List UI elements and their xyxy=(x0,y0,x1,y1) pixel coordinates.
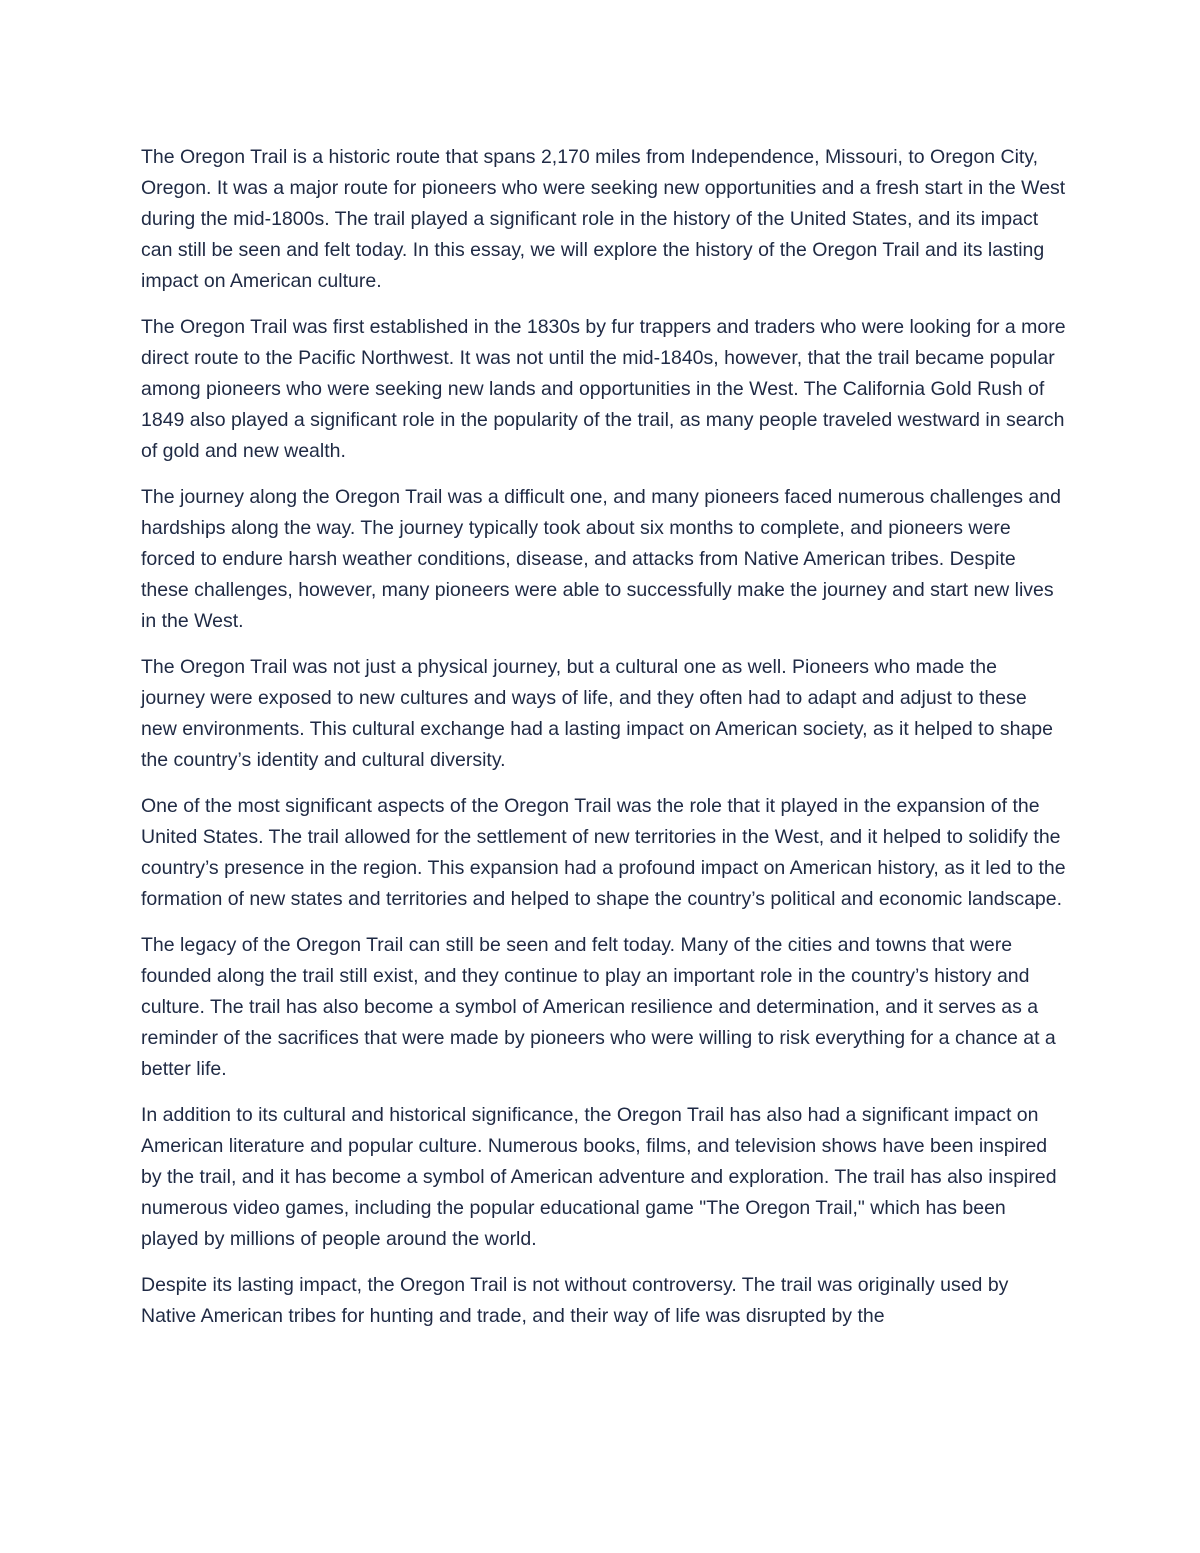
paragraph: In addition to its cultural and historical significance, the Oregon Trail has also had a significant impact on American literature and popular culture. Numerous books, films, and television shows have been inspired by the trail, and it has become a symbol of American adventure and exploration. The trail has also inspired numerous video games, including the popular educational game "The Oregon Trail," which has been played by millions of people around the world. xyxy=(141,1104,1057,1250)
paragraph: The journey along the Oregon Trail was a difficult one, and many pioneers faced numerous challenges and hardships along the way. The journey typically took about six months to complete, and pioneers were forced to endure harsh weather conditions, disease, and attacks from Native American tribes. Despite these challenges, however, many pioneers were able to successfully make the journey and start new lives in the West. xyxy=(141,486,1061,632)
paragraph: The Oregon Trail is a historic route that spans 2,170 miles from Independence, Missouri, to Oregon City, Oregon. It was a major route for pioneers who were seeking new opportunities and a fresh start in the West during the mid-1800s. The trail played a significant role in the history of the United States, and its impact can still be seen and felt today. In this essay, we will explore the history of the Oregon Trail and its lasting impact on American culture. xyxy=(141,146,1066,292)
paragraph: Despite its lasting impact, the Oregon Trail is not without controversy. The trail was originally used by Native American tribes for hunting and trade, and their way of life was disrupted by the xyxy=(141,1274,1009,1327)
paragraph: One of the most significant aspects of the Oregon Trail was the role that it played in the expansion of the United States. The trail allowed for the settlement of new territories in the West, and it helped to solidify the country’s presence in the region. This expansion had a profound impact on American history, as it led to the formation of new states and territories and helped to shape the country’s political and economic landscape. xyxy=(141,795,1066,910)
paragraph: The legacy of the Oregon Trail can still be seen and felt today. Many of the cities and towns that were founded along the trail still exist, and they continue to play an important role in the country’s history and culture. The trail has also become a symbol of American resilience and determination, and it serves as a reminder of the sacrifices that were made by pioneers who were willing to risk everything for a chance at a better life. xyxy=(141,934,1056,1080)
paragraph: The Oregon Trail was not just a physical journey, but a cultural one as well. Pioneers who made the journey were exposed to new cultures and ways of life, and they often had to adapt and adjust to these new environments. This cultural exchange had a lasting impact on American society, as it helped to shape the country’s identity and cultural diversity. xyxy=(141,656,1053,771)
paragraph: The Oregon Trail was first established in the 1830s by fur trappers and traders who were looking for a more direct route to the Pacific Northwest. It was not until the mid-1840s, however, that the trail became popular among pioneers who were seeking new lands and opportunities in the West. The California Gold Rush of 1849 also played a significant role in the popularity of the trail, as many people traveled westward in search of gold and new wealth. xyxy=(141,316,1066,462)
document-body xyxy=(141,142,1066,1347)
